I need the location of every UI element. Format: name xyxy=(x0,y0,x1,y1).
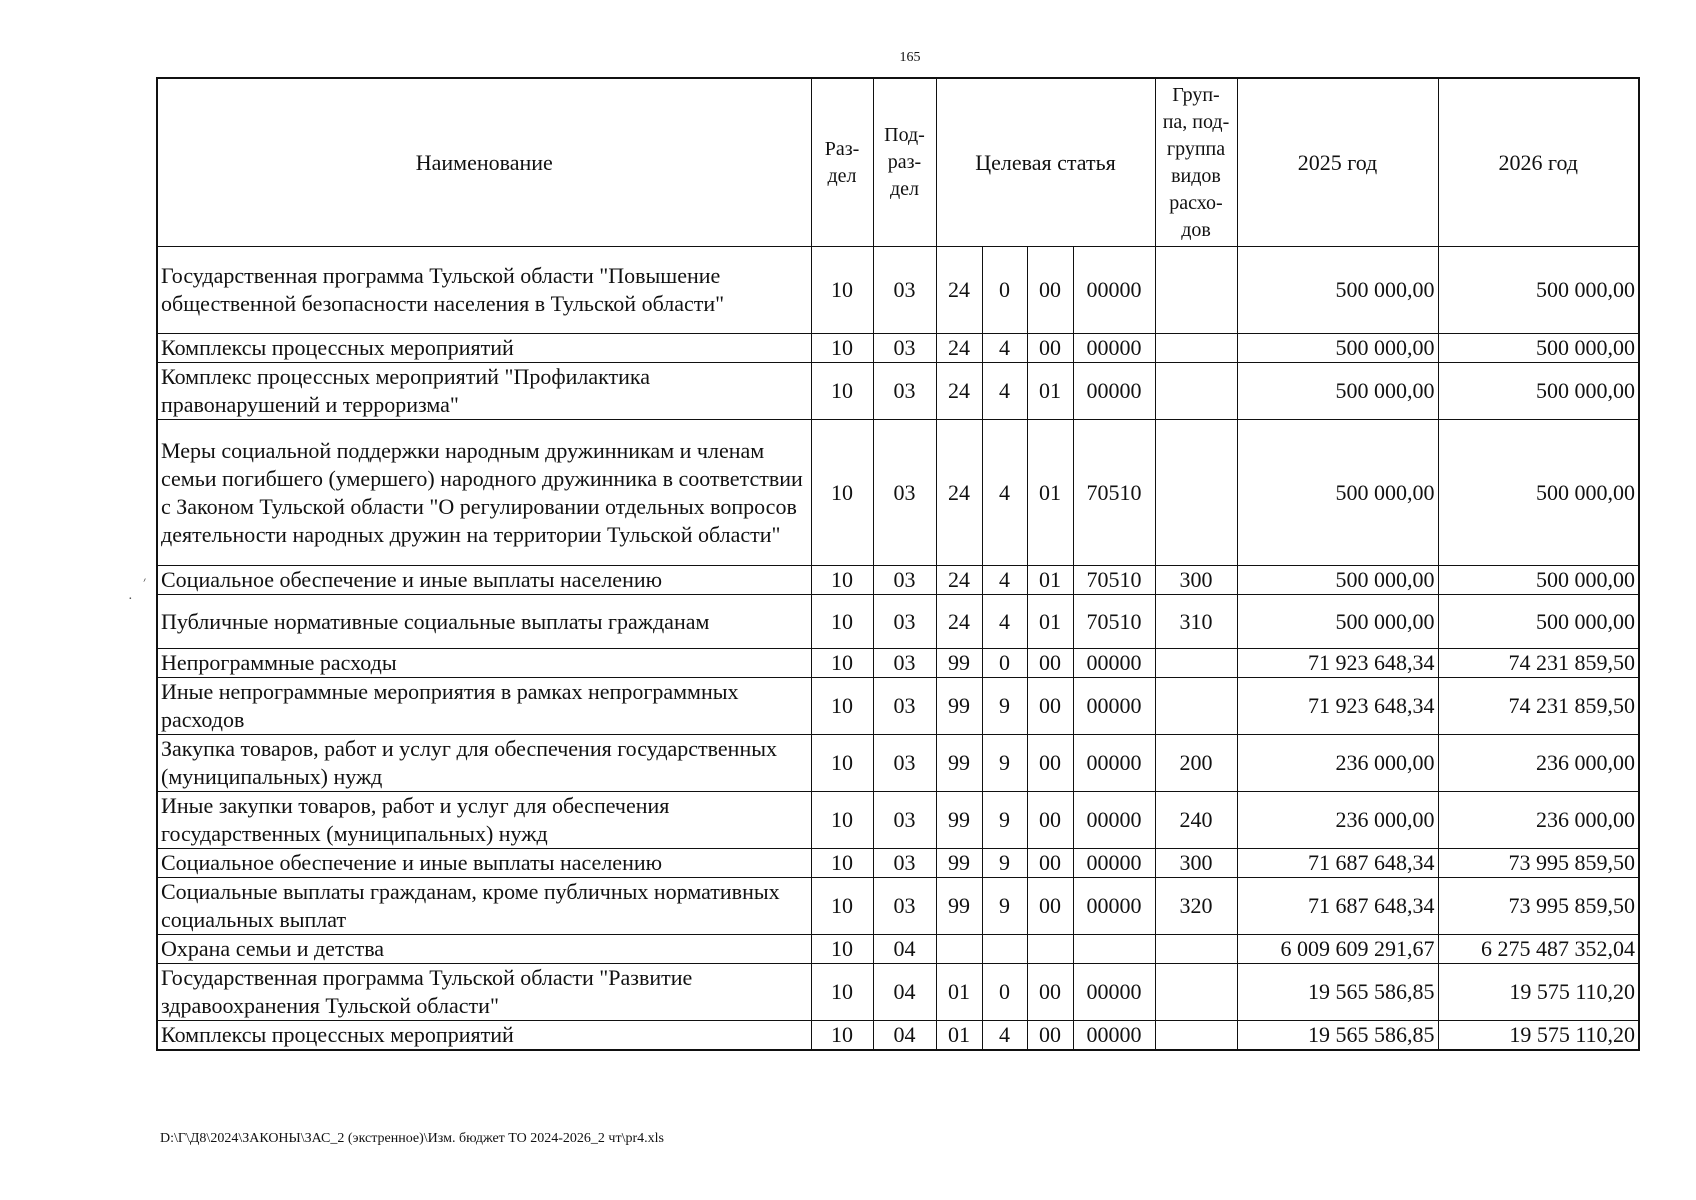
row-amount-2025: 500 000,00 xyxy=(1237,334,1438,363)
row-subsection: 04 xyxy=(873,964,936,1021)
row-target-type: 0 xyxy=(982,964,1027,1021)
row-target-subprogram: 00 xyxy=(1027,1021,1073,1051)
header-year-2026: 2026 год xyxy=(1438,78,1639,247)
row-subsection: 03 xyxy=(873,363,936,420)
row-target-program: 24 xyxy=(936,420,982,566)
row-name: Меры социальной поддержки народным дружинникам и членам семьи погибшего (умершего) народного дружинника в соответствии с Законом Тульской области "О регулировании отдельных вопросов деятельности народных дружин на территории Тульской области" xyxy=(157,420,811,566)
row-amount-2025: 500 000,00 xyxy=(1237,566,1438,595)
row-target-direction: 00000 xyxy=(1073,878,1155,935)
row-amount-2026: 500 000,00 xyxy=(1438,595,1639,649)
row-target-subprogram: 00 xyxy=(1027,878,1073,935)
row-target-direction: 00000 xyxy=(1073,649,1155,678)
row-expense-group xyxy=(1155,420,1237,566)
row-target-type: 4 xyxy=(982,595,1027,649)
row-amount-2026: 500 000,00 xyxy=(1438,566,1639,595)
header-target-article: Целевая статья xyxy=(936,78,1155,247)
row-subsection: 03 xyxy=(873,566,936,595)
row-target-program: 99 xyxy=(936,678,982,735)
row-target-subprogram xyxy=(1027,935,1073,964)
row-target-subprogram: 00 xyxy=(1027,964,1073,1021)
row-amount-2026: 73 995 859,50 xyxy=(1438,849,1639,878)
row-amount-2026: 236 000,00 xyxy=(1438,735,1639,792)
row-name: Государственная программа Тульской области "Повышение общественной безопасности населения в Тульской области" xyxy=(157,247,811,334)
table-row xyxy=(157,935,1639,964)
row-target-program: 99 xyxy=(936,735,982,792)
row-target-type xyxy=(982,935,1027,964)
row-expense-group xyxy=(1155,935,1237,964)
row-name: Комплексы процессных мероприятий xyxy=(157,334,811,363)
row-name: Охрана семьи и детства xyxy=(157,935,811,964)
row-target-type: 9 xyxy=(982,678,1027,735)
row-target-direction: 00000 xyxy=(1073,247,1155,334)
row-target-type: 4 xyxy=(982,420,1027,566)
row-target-program: 24 xyxy=(936,334,982,363)
row-expense-group: 200 xyxy=(1155,735,1237,792)
table-row xyxy=(157,363,1639,420)
row-target-subprogram: 01 xyxy=(1027,363,1073,420)
row-amount-2025: 19 565 586,85 xyxy=(1237,1021,1438,1051)
row-amount-2025: 500 000,00 xyxy=(1237,595,1438,649)
table-row xyxy=(157,334,1639,363)
table-row xyxy=(157,964,1639,1021)
table-header-row xyxy=(157,78,1639,247)
row-target-type: 4 xyxy=(982,363,1027,420)
row-name: Публичные нормативные социальные выплаты гражданам xyxy=(157,595,811,649)
row-target-subprogram: 00 xyxy=(1027,247,1073,334)
row-target-type: 9 xyxy=(982,878,1027,935)
row-amount-2026: 19 575 110,20 xyxy=(1438,1021,1639,1051)
row-section: 10 xyxy=(811,678,873,735)
row-amount-2025: 6 009 609 291,67 xyxy=(1237,935,1438,964)
row-target-program: 01 xyxy=(936,964,982,1021)
row-amount-2026: 500 000,00 xyxy=(1438,420,1639,566)
row-target-subprogram: 01 xyxy=(1027,566,1073,595)
row-section: 10 xyxy=(811,735,873,792)
row-subsection: 03 xyxy=(873,334,936,363)
row-target-program: 24 xyxy=(936,363,982,420)
row-target-program: 24 xyxy=(936,566,982,595)
row-expense-group xyxy=(1155,964,1237,1021)
row-section: 10 xyxy=(811,792,873,849)
row-amount-2026: 500 000,00 xyxy=(1438,363,1639,420)
row-target-direction: 70510 xyxy=(1073,566,1155,595)
row-name: Социальное обеспечение и иные выплаты населению xyxy=(157,849,811,878)
budget-table xyxy=(156,77,1640,1051)
row-target-subprogram: 00 xyxy=(1027,334,1073,363)
row-subsection: 03 xyxy=(873,420,936,566)
row-subsection: 03 xyxy=(873,792,936,849)
row-subsection: 03 xyxy=(873,247,936,334)
row-amount-2026: 19 575 110,20 xyxy=(1438,964,1639,1021)
header-year-2025: 2025 год xyxy=(1237,78,1438,247)
row-section: 10 xyxy=(811,935,873,964)
row-name: Социальные выплаты гражданам, кроме публичных нормативных социальных выплат xyxy=(157,878,811,935)
row-expense-group xyxy=(1155,1021,1237,1051)
header-subsection: Под- раз- дел xyxy=(873,78,936,247)
row-amount-2025: 71 687 648,34 xyxy=(1237,849,1438,878)
row-name: Комплексы процессных мероприятий xyxy=(157,1021,811,1051)
table-row xyxy=(157,792,1639,849)
row-target-direction xyxy=(1073,935,1155,964)
row-amount-2026: 73 995 859,50 xyxy=(1438,878,1639,935)
table-row xyxy=(157,735,1639,792)
row-section: 10 xyxy=(811,420,873,566)
row-target-direction: 70510 xyxy=(1073,595,1155,649)
row-target-subprogram: 00 xyxy=(1027,792,1073,849)
row-section: 10 xyxy=(811,964,873,1021)
table-row xyxy=(157,649,1639,678)
row-target-subprogram: 01 xyxy=(1027,595,1073,649)
table-row xyxy=(157,247,1639,334)
row-name: Социальное обеспечение и иные выплаты населению xyxy=(157,566,811,595)
row-target-program: 99 xyxy=(936,849,982,878)
row-section: 10 xyxy=(811,1021,873,1051)
table-row xyxy=(157,420,1639,566)
row-name: Государственная программа Тульской области "Развитие здравоохранения Тульской области" xyxy=(157,964,811,1021)
row-target-type: 4 xyxy=(982,566,1027,595)
row-target-type: 9 xyxy=(982,849,1027,878)
row-amount-2026: 74 231 859,50 xyxy=(1438,649,1639,678)
row-amount-2025: 236 000,00 xyxy=(1237,792,1438,849)
row-target-type: 4 xyxy=(982,1021,1027,1051)
row-subsection: 04 xyxy=(873,1021,936,1051)
row-expense-group: 300 xyxy=(1155,849,1237,878)
row-expense-group xyxy=(1155,363,1237,420)
row-target-subprogram: 00 xyxy=(1027,678,1073,735)
row-target-direction: 00000 xyxy=(1073,1021,1155,1051)
table-row xyxy=(157,849,1639,878)
row-target-program: 24 xyxy=(936,595,982,649)
row-name: Иные непрограммные мероприятия в рамках непрограммных расходов xyxy=(157,678,811,735)
row-expense-group: 300 xyxy=(1155,566,1237,595)
stray-mark: ׳ xyxy=(143,575,147,590)
row-target-program: 99 xyxy=(936,649,982,678)
row-subsection: 03 xyxy=(873,849,936,878)
row-section: 10 xyxy=(811,849,873,878)
row-target-subprogram: 00 xyxy=(1027,849,1073,878)
row-section: 10 xyxy=(811,649,873,678)
row-subsection: 03 xyxy=(873,649,936,678)
row-subsection: 03 xyxy=(873,595,936,649)
row-expense-group xyxy=(1155,334,1237,363)
row-target-subprogram: 00 xyxy=(1027,735,1073,792)
row-amount-2025: 71 923 648,34 xyxy=(1237,649,1438,678)
row-name: Иные закупки товаров, работ и услуг для обеспечения государственных (муниципальных) нужд xyxy=(157,792,811,849)
row-amount-2025: 500 000,00 xyxy=(1237,420,1438,566)
row-amount-2026: 500 000,00 xyxy=(1438,247,1639,334)
footer-file-path: D:\Г\Д8\2024\ЗАКОНЫ\ЗАС_2 (экстренное)\Изм. бюджет ТО 2024-2026_2 чт\pr4.xls xyxy=(160,1131,664,1146)
row-name: Непрограммные расходы xyxy=(157,649,811,678)
row-name: Закупка товаров, работ и услуг для обеспечения государственных (муниципальных) нужд xyxy=(157,735,811,792)
row-amount-2025: 19 565 586,85 xyxy=(1237,964,1438,1021)
table-row xyxy=(157,1021,1639,1051)
row-target-subprogram: 01 xyxy=(1027,420,1073,566)
row-section: 10 xyxy=(811,878,873,935)
page-number: 165 xyxy=(899,50,921,65)
row-target-type: 0 xyxy=(982,247,1027,334)
row-target-direction: 00000 xyxy=(1073,334,1155,363)
row-target-direction: 00000 xyxy=(1073,678,1155,735)
row-target-program: 99 xyxy=(936,792,982,849)
row-target-subprogram: 00 xyxy=(1027,649,1073,678)
row-name: Комплекс процессных мероприятий "Профилактика правонарушений и терроризма" xyxy=(157,363,811,420)
row-expense-group xyxy=(1155,247,1237,334)
header-section: Раз- дел xyxy=(811,78,873,247)
table-row xyxy=(157,595,1639,649)
row-section: 10 xyxy=(811,247,873,334)
row-target-type: 4 xyxy=(982,334,1027,363)
row-subsection: 04 xyxy=(873,935,936,964)
row-amount-2026: 74 231 859,50 xyxy=(1438,678,1639,735)
row-target-program: 24 xyxy=(936,247,982,334)
table-row xyxy=(157,878,1639,935)
row-target-program: 99 xyxy=(936,878,982,935)
row-target-direction: 70510 xyxy=(1073,420,1155,566)
header-expense-group: Груп- па, под- группа видов расхо- дов xyxy=(1155,78,1237,247)
row-amount-2025: 236 000,00 xyxy=(1237,735,1438,792)
header-name: Наименование xyxy=(157,78,811,247)
row-expense-group: 320 xyxy=(1155,878,1237,935)
table-row xyxy=(157,566,1639,595)
row-amount-2025: 500 000,00 xyxy=(1237,363,1438,420)
row-subsection: 03 xyxy=(873,735,936,792)
row-expense-group: 310 xyxy=(1155,595,1237,649)
row-section: 10 xyxy=(811,334,873,363)
row-section: 10 xyxy=(811,363,873,420)
row-expense-group xyxy=(1155,678,1237,735)
row-section: 10 xyxy=(811,566,873,595)
row-subsection: 03 xyxy=(873,678,936,735)
row-target-type: 9 xyxy=(982,792,1027,849)
row-amount-2025: 71 923 648,34 xyxy=(1237,678,1438,735)
row-section: 10 xyxy=(811,595,873,649)
row-target-direction: 00000 xyxy=(1073,735,1155,792)
row-target-direction: 00000 xyxy=(1073,363,1155,420)
row-target-program xyxy=(936,935,982,964)
row-amount-2025: 71 687 648,34 xyxy=(1237,878,1438,935)
row-expense-group: 240 xyxy=(1155,792,1237,849)
row-amount-2026: 236 000,00 xyxy=(1438,792,1639,849)
row-target-direction: 00000 xyxy=(1073,964,1155,1021)
table-row xyxy=(157,678,1639,735)
row-amount-2025: 500 000,00 xyxy=(1237,247,1438,334)
row-target-program: 01 xyxy=(936,1021,982,1051)
row-target-direction: 00000 xyxy=(1073,792,1155,849)
row-expense-group xyxy=(1155,649,1237,678)
stray-mark: · xyxy=(128,592,133,607)
row-amount-2026: 500 000,00 xyxy=(1438,334,1639,363)
row-target-type: 0 xyxy=(982,649,1027,678)
row-target-direction: 00000 xyxy=(1073,849,1155,878)
row-amount-2026: 6 275 487 352,04 xyxy=(1438,935,1639,964)
row-target-type: 9 xyxy=(982,735,1027,792)
row-subsection: 03 xyxy=(873,878,936,935)
